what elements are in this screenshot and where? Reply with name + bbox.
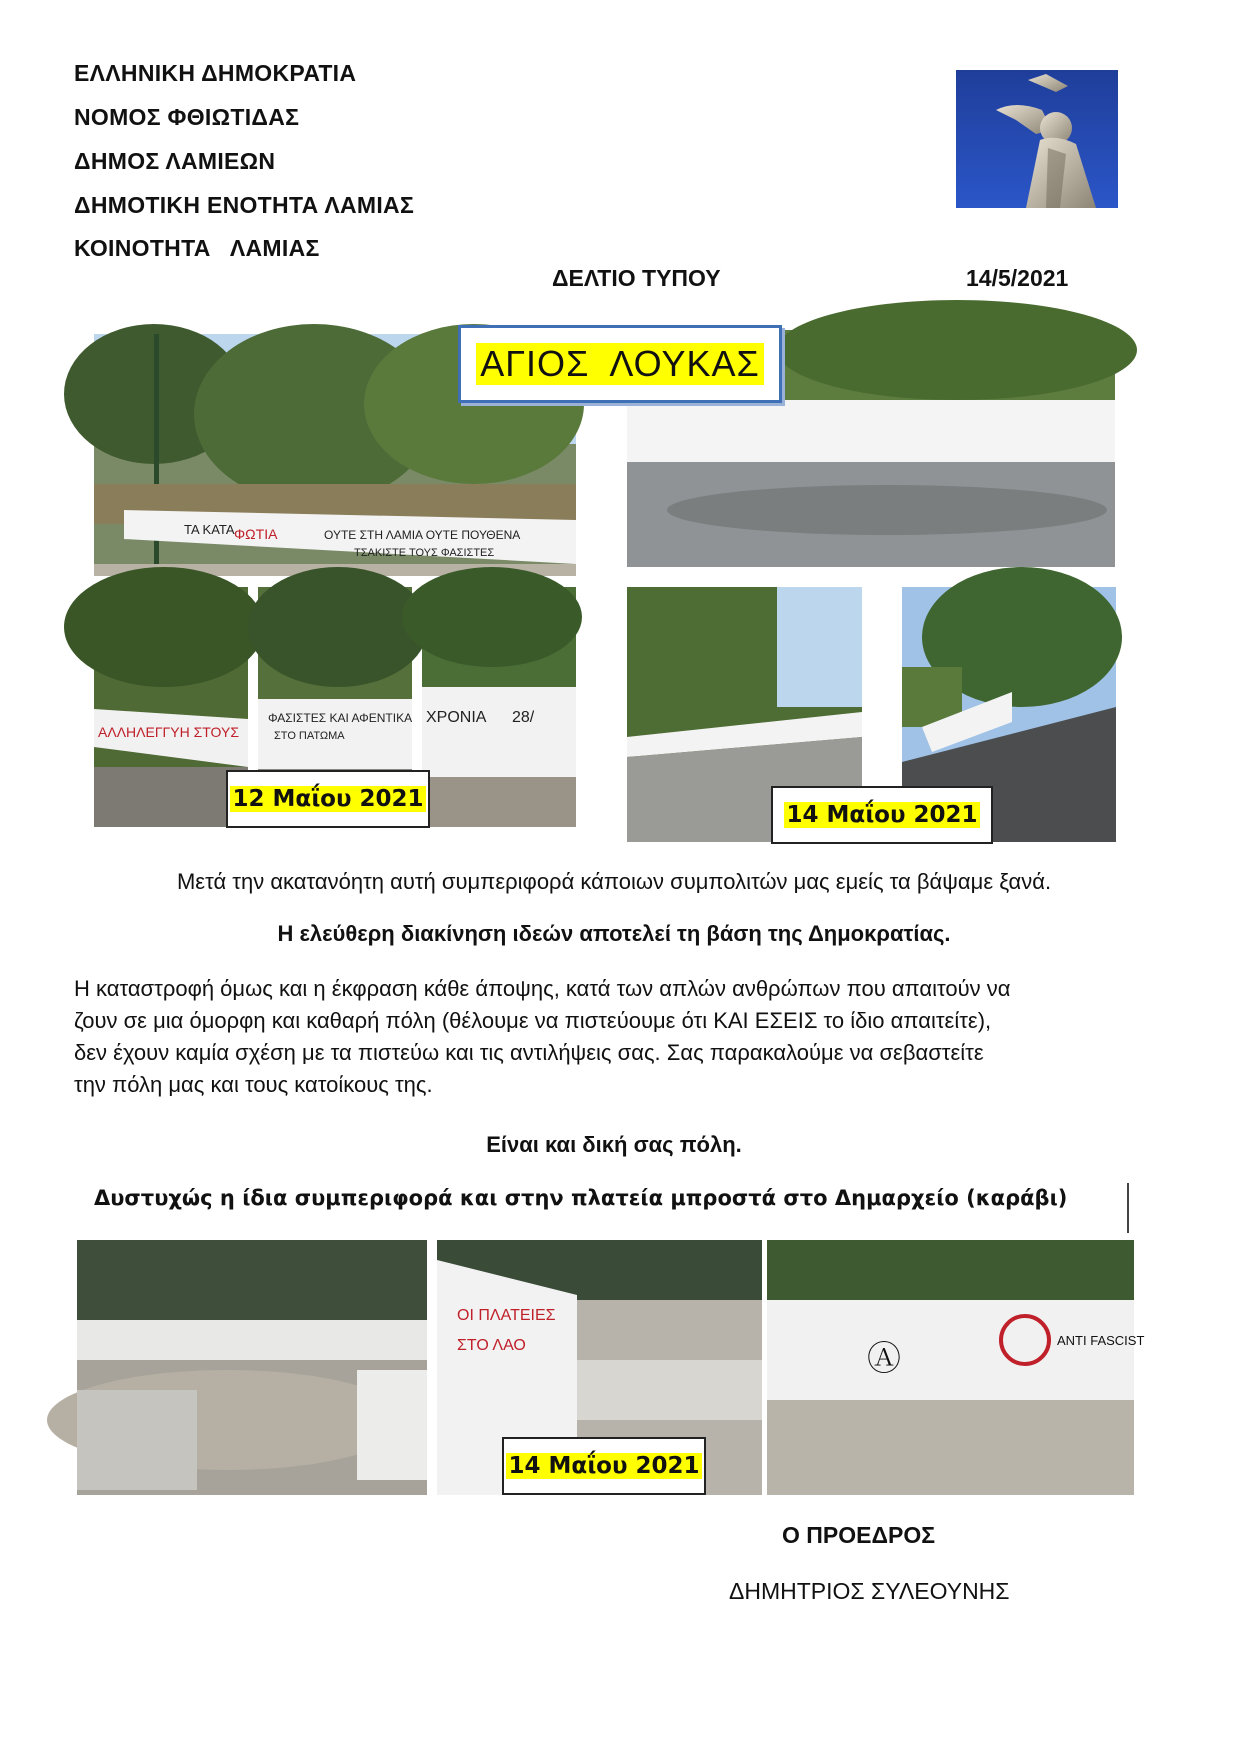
- statue-emblem: [956, 70, 1118, 208]
- paragraph-respect-city: [74, 973, 1174, 1101]
- header-line-community: ΚΟΙΝΟΤΗΤΑ ΛΑΜΙΑΣ: [74, 235, 320, 261]
- header-line-unit: ΔΗΜΟΤΙΚΗ ΕΝΟΤΗΤΑ ΛΑΜΙΑΣ: [74, 192, 415, 218]
- paragraph-free-ideas: Η ελεύθερη διακίνηση ιδεών αποτελεί τη βάση της Δημοκρατίας.: [277, 921, 951, 946]
- paragraph-repainted: Μετά την ακατανόητη αυτή συμπεριφορά κάποιων συμπολιτών μας εμείς τα βάψαμε ξανά.: [176, 869, 1052, 894]
- paragraph-respect-line-2: ζουν σε μια όμορφη και καθαρή πόλη (θέλουμε να πιστεύουμε ότι ΚΑΙ ΕΣΕΙΣ το ίδιο απαιτείτε),: [74, 1008, 992, 1033]
- photo-graffiti-wall-left: [94, 587, 248, 827]
- section-title-agios-loukas: [458, 325, 782, 403]
- svg-text:ΣΤΟ ΛΑΟ: ΣΤΟ ΛΑΟ: [457, 1337, 526, 1354]
- signature-name: ΔΗΜΗΤΡΙΟΣ ΣΥΛΕΟΥΝΗΣ: [729, 1578, 1010, 1604]
- photo-square-antifascist-wall: [767, 1240, 1145, 1495]
- svg-text:ΟΥΤΕ ΣΤΗ ΛΑΜΙΑ ΟΥΤΕ ΠΟΥΘΕΝΑ: ΟΥΤΕ ΣΤΗ ΛΑΜΙΑ ΟΥΤΕ ΠΟΥΘΕΝΑ: [324, 528, 521, 542]
- header-line-prefecture: ΝΟΜΟΣ ΦΘΙΩΤΙΔΑΣ: [74, 104, 300, 130]
- photo-square-steps: [77, 1240, 427, 1495]
- svg-text:28/: 28/: [512, 709, 535, 726]
- doc-type: ΔΕΛΤΙΟ ΤΥΠΟΥ: [552, 265, 721, 291]
- svg-text:ΤΑ ΚΑΤΑ: ΤΑ ΚΑΤΑ: [184, 522, 235, 537]
- photo-graffiti-wall-right: [422, 587, 576, 827]
- svg-text:ΤΣΑΚΙΣΤΕ ΤΟΥΣ ΦΑΣΙΣΤΕΣ: ΤΣΑΚΙΣΤΕ ΤΟΥΣ ΦΑΣΙΣΤΕΣ: [354, 547, 495, 559]
- before-date-text: 12 Μαΐου 2021: [232, 786, 424, 812]
- square-date-label: [502, 1437, 706, 1495]
- paragraph-your-city: Είναι και δική σας πόλη.: [486, 1132, 742, 1157]
- svg-text:ANTI FASCIST: ANTI FASCIST: [1057, 1333, 1145, 1348]
- svg-text:ΧΡΟΝΙΑ: ΧΡΟΝΙΑ: [426, 709, 487, 726]
- paragraph-respect-line-3: δεν έχουν καμία σχέση με τα πιστεύω και τις αντιλήψεις σας. Σας παρακαλούμε να σεβαστείτε: [74, 1040, 984, 1065]
- doc-date: 14/5/2021: [966, 265, 1069, 291]
- header-line-republic: ΕΛΛΗΝΙΚΗ ΔΗΜΟΚΡΑΤΙΑ: [74, 60, 357, 86]
- caption-divider: [1127, 1183, 1129, 1233]
- svg-text:ΟΙ ΠΛΑΤΕΙΕΣ: ΟΙ ΠΛΑΤΕΙΕΣ: [457, 1307, 556, 1324]
- signature-role: Ο ΠΡΟΕΔΡΟΣ: [782, 1522, 936, 1548]
- svg-text:ΑΛΛΗΛΕΓΓΥΗ ΣΤΟΥΣ: ΑΛΛΗΛΕΓΓΥΗ ΣΤΟΥΣ: [98, 724, 239, 740]
- after-date-text: 14 Μαΐου 2021: [786, 802, 978, 828]
- section2-caption: Δυστυχώς η ίδια συμπεριφορά και στην πλατεία μπροστά στο Δημαρχείο (καράβι): [94, 1186, 1068, 1210]
- section-title-text: ΑΓΙΟΣ ΛΟΥΚΑΣ: [476, 343, 764, 385]
- svg-text:ΦΩΤΙΑ: ΦΩΤΙΑ: [234, 526, 278, 542]
- svg-text:ΣΤΟ ΠΑΤΩΜΑ: ΣΤΟ ΠΑΤΩΜΑ: [274, 730, 345, 742]
- paragraph-respect-line-1: Η καταστροφή όμως και η έκφραση κάθε άποψης, κατά των απλών ανθρώπων που απαιτούν να: [74, 976, 1011, 1001]
- paragraph-respect-line-4: την πόλη μας και τους κατοίκους της.: [74, 1072, 433, 1097]
- header-line-municipality: ΔΗΜΟΣ ΛΑΜΙΕΩΝ: [74, 148, 276, 174]
- svg-text:ΦΑΣΙΣΤΕΣ ΚΑΙ ΑΦΕΝΤΙΚΑ: ΦΑΣΙΣΤΕΣ ΚΑΙ ΑΦΕΝΤΙΚΑ: [268, 711, 413, 725]
- after-date-label: [771, 786, 993, 844]
- svg-text:Ⓐ: Ⓐ: [867, 1339, 901, 1379]
- square-date-text: 14 Μαΐου 2021: [508, 1453, 700, 1479]
- before-date-label: [226, 770, 430, 828]
